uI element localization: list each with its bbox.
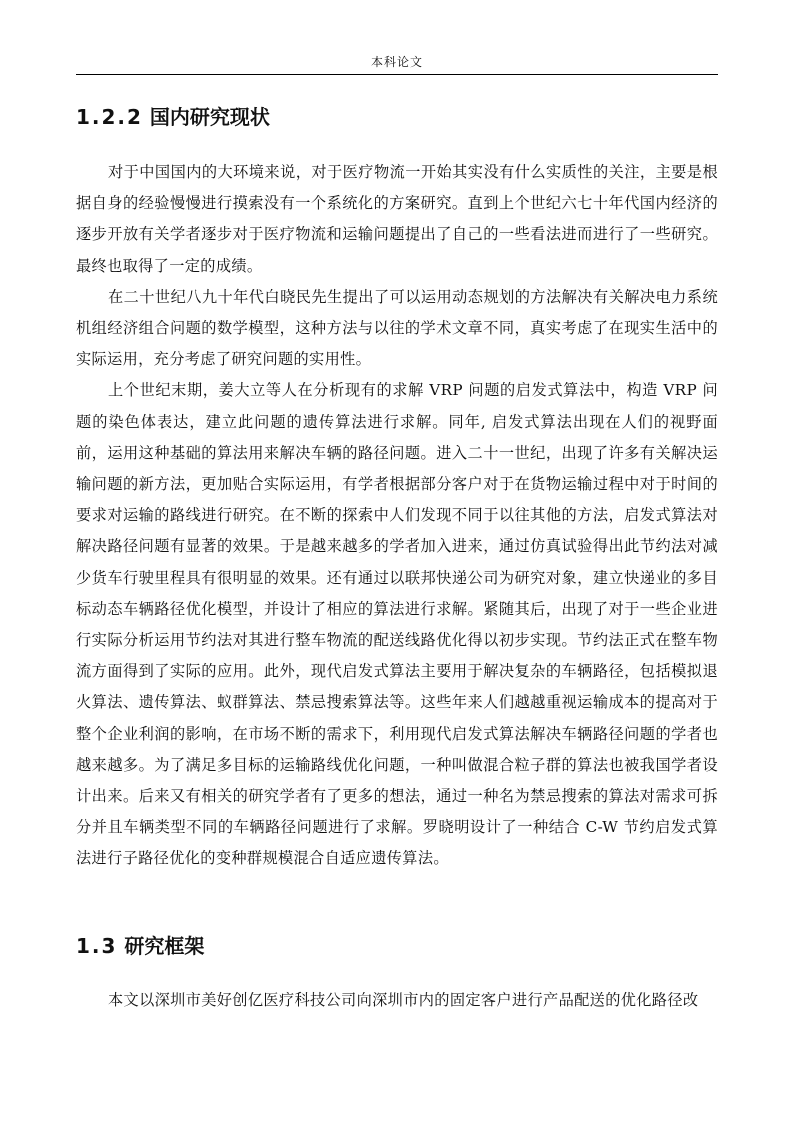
section-heading-domestic-research (76, 104, 270, 130)
section-number: 1.3 (76, 934, 118, 958)
section-number: 1.2.2 (76, 105, 143, 129)
section-body-domestic-research (76, 157, 718, 875)
section-title: 研究框架 (124, 934, 205, 958)
section-heading-research-framework (76, 933, 204, 959)
body-paragraph: 上个世纪末期，姜大立等人在分析现有的求解 VRP 问题的启发式算法中，构造 VRP 问题的染色体表达，建立此问题的遗传算法进行求解。同年, 启发式算法出现在人们的视野面前，运用这种基础的算法用来解决车辆的路径问题。进入二十一世纪，出现了许多有关解决运输问题的新方法，更加贴合实际运用，有学者根据部分客户对于在货物运输过程中对于时间的要求对运输的路线进行研究。在不断的探索中人们发现不同于以往其他的方法，启发式算法对解决路径问题有显著的效果。于是越来越多的学者加入进来，通过仿真试验得出此节约法对减少货车行驶里程具有很明显的效果。还有通过以联邦快递公司为研究对象，建立快递业的多目标动态车辆路径优化模型，并设计了相应的算法进行求解。紧随其后，出现了对于一些企业进行实际分析运用节约法对其进行整车物流的配送线路优化得以初步实现。节约法正式在整车物流方面得到了实际的应用。此外，现代启发式算法主要用于解决复杂的车辆路径，包括模拟退火算法、遗传算法、蚁群算法、禁忌搜索算法等。这些年来人们越越重视运输成本的提高对于整个企业利润的影响，在市场不断的需求下，利用现代启发式算法解决车辆路径问题的学者也越来越多。为了满足多目标的运输路线优化问题，一种叫做混合粒子群的算法也被我国学者设计出来。后来又有相关的研究学者有了更多的想法，通过一种名为禁忌搜索的算法对需求可拆分并且车辆类型不同的车辆路径问题进行了求解。罗晓明设计了一种结合 C-W 节约启发式算法进行子路径优化的变种群规模混合自适应遗传算法。 (76, 381, 718, 868)
body-paragraph: 在二十世纪八九十年代白晓民先生提出了可以运用动态规划的方法解决有关解决电力系统机组经济组合问题的数学模型，这种方法与以往的学术文章不同，真实考虑了在现实生活中的实际运用，充分考虑了研究问题的实用性。 (76, 287, 718, 369)
body-paragraph: 对于中国国内的大环境来说，对于医疗物流一开始其实没有什么实质性的关注，主要是根据自身的经验慢慢进行摸索没有一个系统化的方案研究。直到上个世纪六七十年代国内经济的逐步开放有关学者逐步对于医疗物流和运输问题提出了自己的一些看法进而进行了一些研究。最终也取得了一定的成绩。 (76, 163, 718, 275)
section-title: 国内研究现状 (149, 105, 270, 129)
running-header: 本科论文 (370, 55, 423, 69)
body-paragraph: 本文以深圳市美好创亿医疗科技公司向深圳市内的固定客户进行产品配送的优化路径改 (108, 991, 699, 1009)
section-body-research-framework (76, 985, 718, 1016)
header-divider (76, 74, 718, 75)
